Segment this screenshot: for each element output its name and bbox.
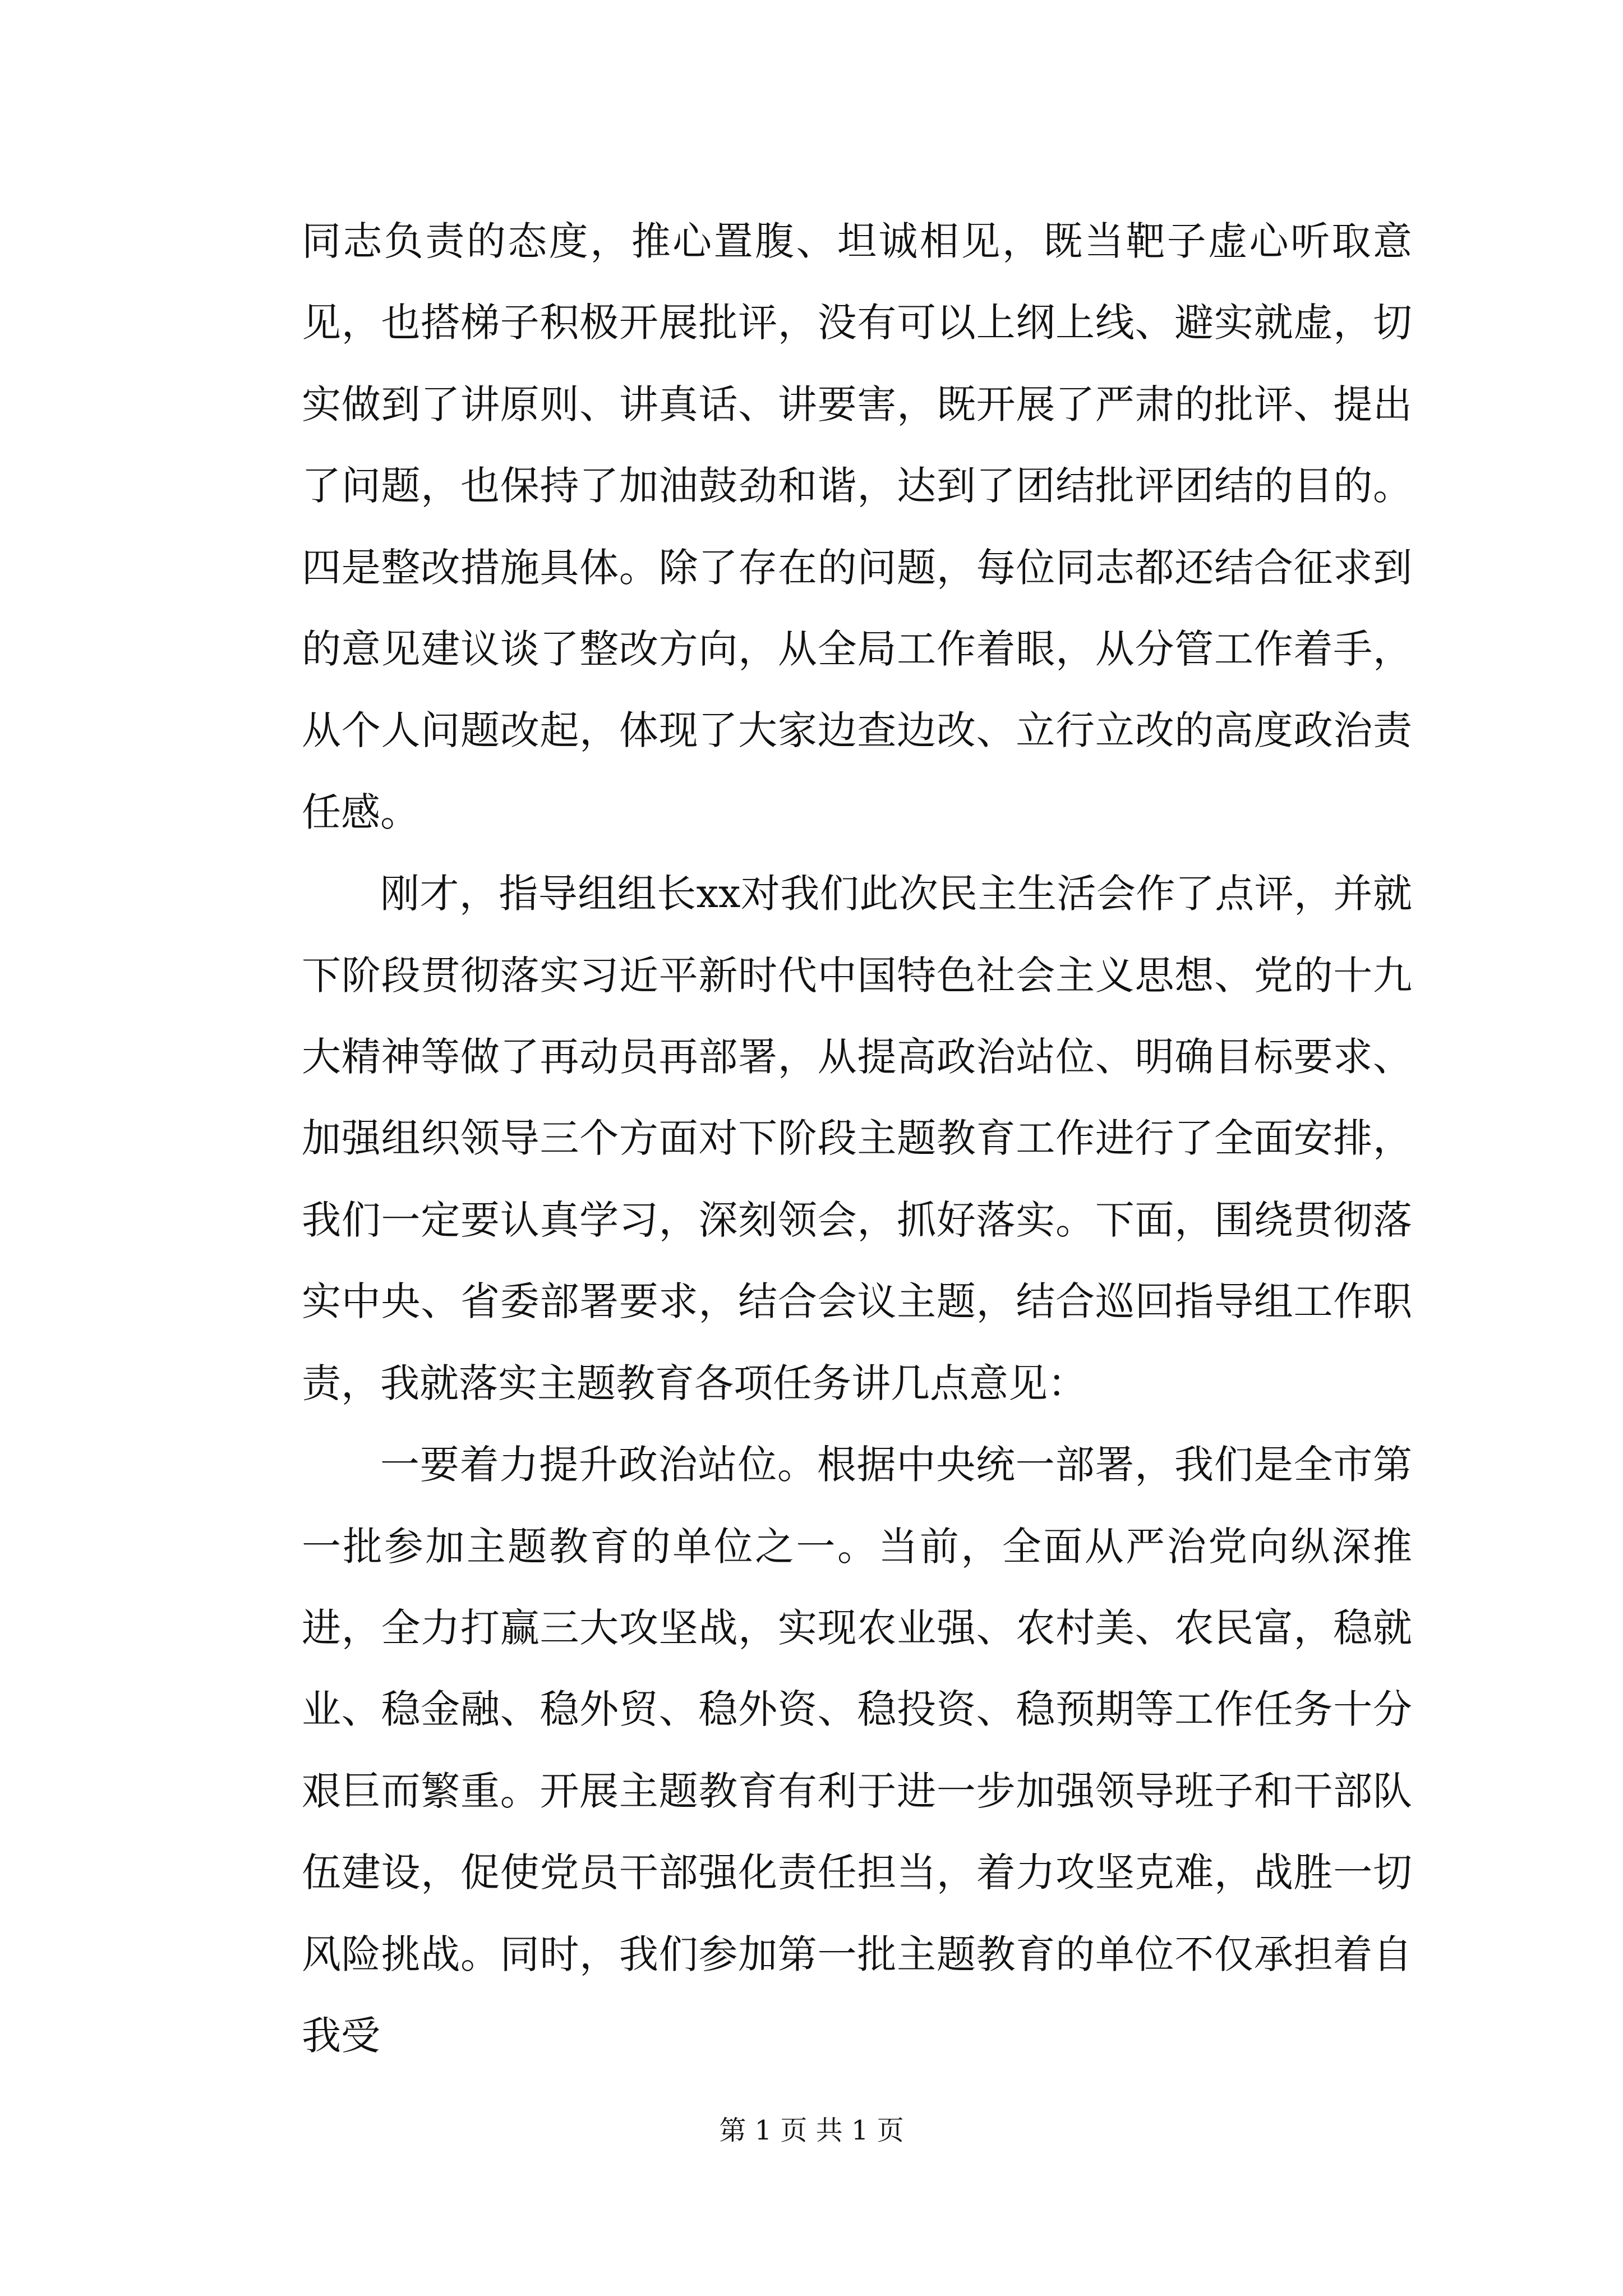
paragraph-continuation: 同志负责的态度，推心置腹、坦诚相见，既当靶子虚心听取意见，也搭梯子积极开展批评，没有可以上纲上线、避实就虚，切实做到了讲原则、讲真话、讲要害，既开展了严肃的批评、提出了问题，也保持了加油鼓劲和谐，达到了团结批评团结的目的。四是整改措施具体。除了存在的问题，每位同志都还结合征求到的意见建议谈了整改方向，从全局工作着眼，从分管工作着手，从个人问题改起，体现了大家边查边改、立行立改的高度政治责任感。 — [302, 218, 1412, 835]
document-body — [302, 201, 1412, 2077]
page-number-footer: 第 1 页 共 1 页 — [719, 2115, 904, 2146]
paragraph-guidance-review: 刚才，指导组组长xx对我们此次民主生活会作了点评，并就下阶段贯彻落实习近平新时代中国特色社会主义思想、党的十九大精神等做了再动员再部署，从提高政治站位、明确目标要求、加强组织领导三个方面对下阶段主题教育工作进行了全面安排，我们一定要认真学习，深刻领会，抓好落实。下面，围绕贯彻落实中央、省委部署要求，结合会议主题，结合巡回指导组工作职责，我就落实主题教育各项任务讲几点意见： — [302, 871, 1412, 1406]
paragraph-political-standing: 一要着力提升政治站位。根据中央统一部署，我们是全市第一批参加主题教育的单位之一。当前，全面从严治党向纵深推进，全力打赢三大攻坚战，实现农业强、农村美、农民富，稳就业、稳金融、稳外贸、稳外资、稳投资、稳预期等工作任务十分艰巨而繁重。开展主题教育有利于进一步加强领导班子和干部队伍建设，促使党员干部强化责任担当，着力攻坚克难，战胜一切风险挑战。同时，我们参加第一批主题教育的单位不仅承担着自我受 — [302, 1442, 1412, 2059]
